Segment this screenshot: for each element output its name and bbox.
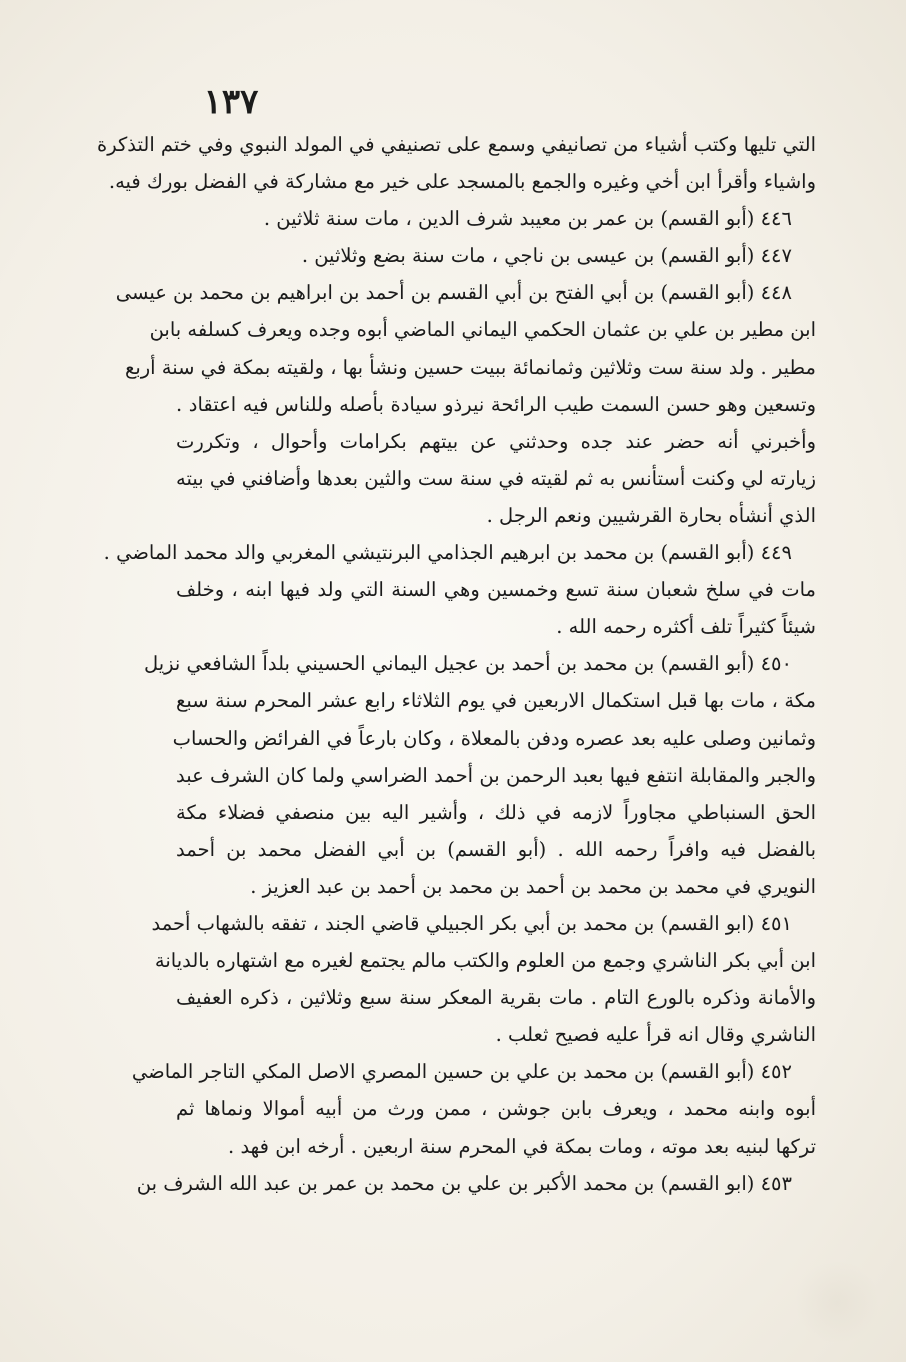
text-line: الحق السنباطي مجاوراً لازمه في ذلك ، وأشير اليه بين منصفي فضلاء مكة (176, 800, 816, 824)
entry-451: ٤٥١ (ابو القسم) بن محمد بن أبي بكر الجبيلي قاضي الجند ، تفقه بالشهاب أحمد (151, 911, 792, 935)
entry-448: ٤٤٨ (أبو القسم) بن أبي الفتح بن أبي القسم بن أحمد بن ابراهيم بن محمد بن عيسى (115, 281, 792, 305)
text-line: شيئاً كثيراً تلف أكثره رحمه الله . (556, 615, 816, 639)
body-text (97, 126, 816, 1202)
text-line: أبوه وابنه محمد ، ويعرف بابن جوشن ، ممن ورث من أبيه أموالا ونماها ثم (176, 1097, 816, 1121)
text-line: وثمانين وصلى عليه بعد عصره ودفن بالمعلاة ، وكان بارعاً في الفرائض والحساب (172, 726, 816, 750)
text-line: وأخبرني أنه حضر عند جده وحدثني عن بيتهم بكرامات وأحوال ، وتكررت (176, 429, 816, 453)
text-line: مطير . ولد سنة ست وثلاثين وثمانمائة ببيت حسين ونشأ بها ، ولقيته بمكة في سنة أربع (124, 355, 816, 379)
text-line: زيارته لي وكنت أستأنس به ثم لقيته في سنة ست والثين بعدها وأضافني في بيته (176, 466, 816, 490)
entry-449: ٤٤٩ (أبو القسم) بن محمد بن ابرهيم الجذامي البرنتيشي المغربي والد محمد الماضي . (103, 541, 792, 565)
entry-447: ٤٤٧ (أبو القسم) بن عيسى بن ناجي ، مات سنة بضع وثلاثين . (301, 244, 792, 268)
text-line: بالفضل فيه وافراً رحمه الله . (أبو القسم) بن أبي الفضل محمد بن أحمد (176, 837, 816, 861)
text-line: والأمانة وذكره بالورع التام . مات بقرية المعكر سنة سبع وثلاثين ، ذكره العفيف (176, 986, 816, 1010)
text-line: الذي أنشأه بحارة القرشيين ونعم الرجل . (486, 503, 816, 527)
text-line: الناشري وقال انه قرأ عليه فصيح ثعلب . (495, 1023, 816, 1047)
text-line: واشياء وأقرأ ابن أخي وغيره والجمع بالمسجد على خير مع مشاركة في الفضل بورك فيه. (108, 170, 816, 194)
entry-450: ٤٥٠ (أبو القسم) بن محمد بن أحمد بن عجيل اليماني الحسيني بلداً الشافعي نزيل (143, 652, 792, 676)
text-line: ابن أبي بكر الناشري وجمع من العلوم والكتب مالم يجتمع لغيره مع اشتهاره بالديانة (154, 949, 816, 973)
text-line: مكة ، مات بها قبل استكمال الاربعين في يوم الثلاثاء رابع عشر المحرم سنة سبع (176, 689, 816, 713)
text-line: مات في سلخ شعبان سنة تسع وخمسين وهي السنة التي ولد فيها ابنه ، وخلف (176, 578, 816, 602)
text-line: والجبر والمقابلة انتفع فيها بعبد الرحمن بن أحمد الضراسي ولما كان الشرف عبد (176, 763, 816, 787)
text-line: ابن مطير بن علي بن عثمان الحكمي اليماني الماضي أبوه وجده ويعرف كسلفه بابن (149, 318, 816, 342)
page-number: ١٣٧ (203, 82, 259, 122)
entry-452: ٤٥٢ (أبو القسم) بن محمد بن علي بن حسين المصري الاصل المكي التاجر الماضي (131, 1060, 792, 1084)
paper-smudge (792, 1262, 882, 1342)
text-line: التي تليها وكتب أشياء من تصانيفي وسمع على تصنيفي في المولد النبوي وفي ختم التذكرة (97, 133, 816, 156)
text-line: وتسعين وهو حسن السمت طيب الرائحة نيرذو سيادة بأصله وللناس فيه اعتقاد . (176, 392, 816, 416)
entry-446: ٤٤٦ (أبو القسم) بن عمر بن معيبد شرف الدين ، مات سنة ثلاثين . (263, 207, 792, 231)
text-line: تركها لبنيه بعد موته ، ومات بمكة في المحرم سنة اربعين . أرخه ابن فهد . (228, 1134, 816, 1158)
entry-453: ٤٥٣ (ابو القسم) بن محمد الأكبر بن علي بن محمد بن عمر بن عبد الله الشرف بن (136, 1171, 792, 1195)
text-line: النويري في محمد بن محمد بن أحمد بن محمد بن أحمد بن عبد العزيز . (250, 874, 816, 898)
